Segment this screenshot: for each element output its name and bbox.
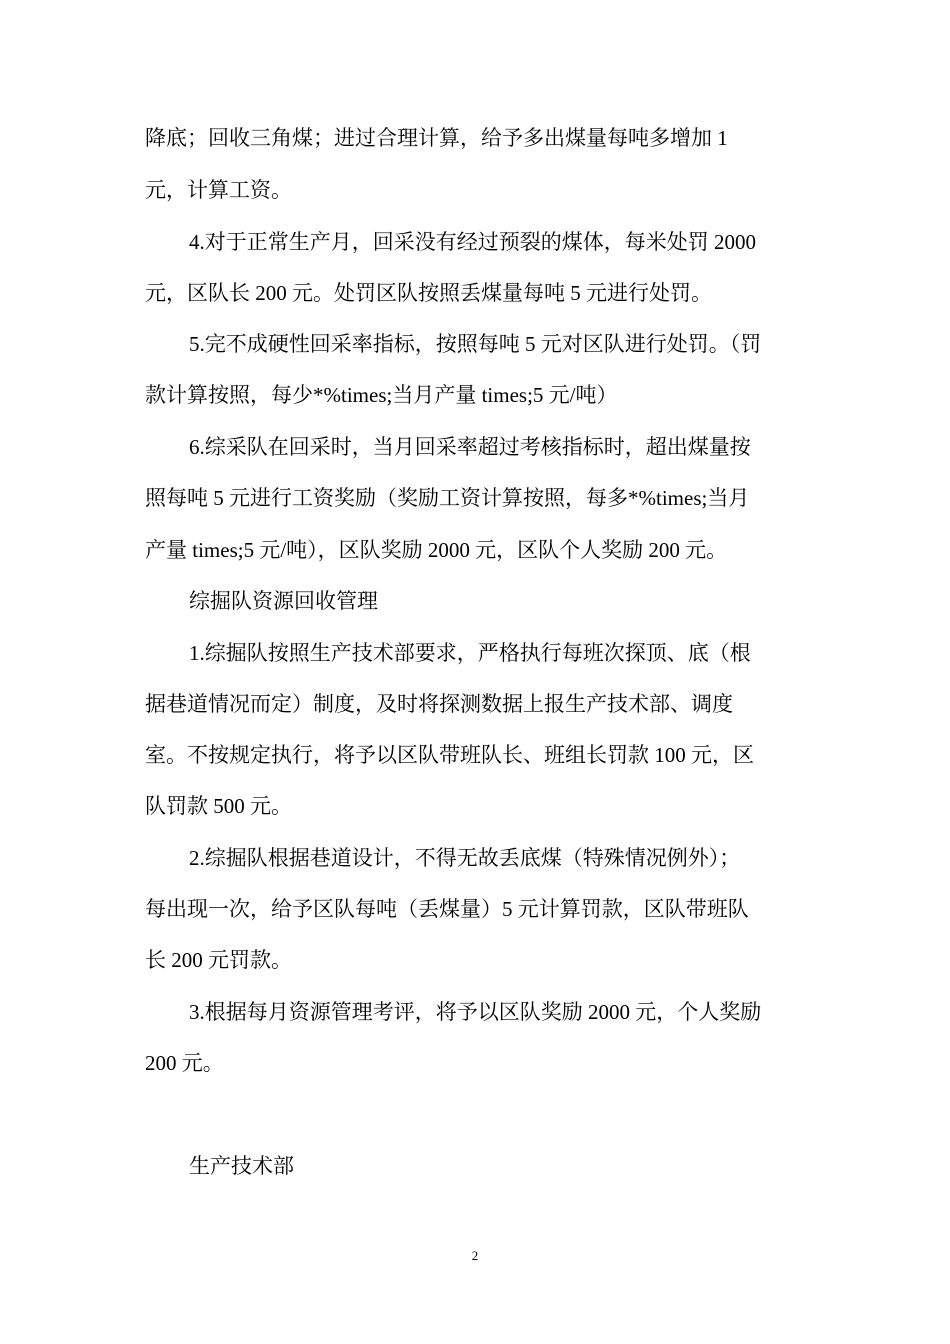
text-line: 3.根据每月资源管理考评，将予以区队奖励 2000 元，个人奖励 xyxy=(189,1000,762,1024)
text-line: 据巷道情况而定）制度，及时将探测数据上报生产技术部、调度 xyxy=(145,692,733,716)
text-line: 降底；回收三角煤；进过合理计算，给予多出煤量每吨多增加 1 xyxy=(145,126,728,150)
text-line: 5.完不成硬性回采率指标，按照每吨 5 元对区队进行处罚。（罚 xyxy=(189,332,762,356)
text-line: 200 元。 xyxy=(145,1051,224,1075)
text-line: 2.综掘队根据巷道设计，不得无故丢底煤（特殊情况例外）； xyxy=(189,846,741,870)
text-line: 元，计算工资。 xyxy=(145,178,292,202)
signature-department: 生产技术部 xyxy=(189,1154,294,1178)
text-line: 元，区队长 200 元。处罚区队按照丢煤量每吨 5 元进行处罚。 xyxy=(145,281,712,305)
text-line: 照每吨 5 元进行工资奖励（奖励工资计算按照，每多*%times;当月 xyxy=(145,486,750,510)
text-line: 款计算按照，每少*%times;当月产量 times;5 元/吨） xyxy=(145,383,618,407)
text-line: 长 200 元罚款。 xyxy=(145,948,292,972)
text-line: 室。不按规定执行，将予以区队带班队长、班组长罚款 100 元，区 xyxy=(145,743,754,767)
text-line: 4.对于正常生产月，回采没有经过预裂的煤体，每米处罚 2000 xyxy=(189,230,756,254)
page-number: 2 xyxy=(471,1248,479,1263)
text-line: 产量 times;5 元/吨），区队奖励 2000 元，区队个人奖励 200 元。 xyxy=(145,538,728,562)
text-line: 1.综掘队按照生产技术部要求，严格执行每班次探顶、底（根 xyxy=(189,641,751,665)
text-line: 队罚款 500 元。 xyxy=(145,794,292,818)
text-line: 6.综采队在回采时，当月回采率超过考核指标时，超出煤量按 xyxy=(189,435,751,459)
text-line: 每出现一次，给予区队每吨（丢煤量）5 元计算罚款，区队带班队 xyxy=(145,897,749,921)
section-heading: 综掘队资源回收管理 xyxy=(189,589,378,613)
